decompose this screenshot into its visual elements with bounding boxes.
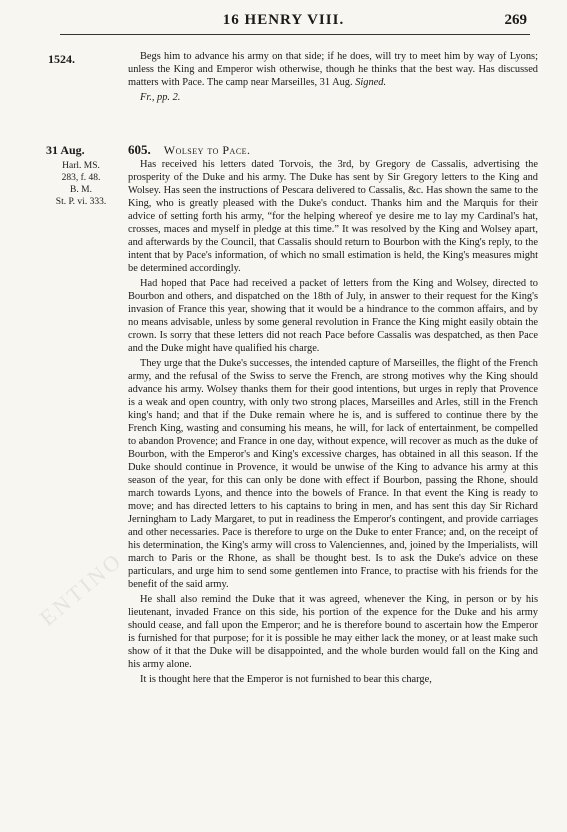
entry-body bbox=[128, 158, 538, 688]
body-paragraph: It is thought here that the Emperor is not furnished to bear this charge, bbox=[140, 674, 432, 685]
source-note: Fr., pp. 2. bbox=[140, 92, 181, 103]
header-rule bbox=[60, 34, 530, 35]
reference-line: 283, f. 48. bbox=[61, 173, 101, 183]
continuation-paragraph bbox=[128, 50, 538, 89]
continuation-text: Begs him to advance his army on that side; if he does, will try to meet him by way of Lyons; unless the King and Emperor wish otherwise, though he thinks that the best way. Has discussed matters with Pace. The camp near Marseilles, 31 Aug. bbox=[128, 51, 538, 88]
entry-date: 31 Aug. bbox=[46, 143, 85, 157]
watermark-text: ENTINO bbox=[34, 547, 128, 631]
signed-note: Signed. bbox=[355, 77, 387, 88]
running-title: 16 HENRY VIII. bbox=[222, 12, 345, 28]
running-head bbox=[0, 12, 567, 34]
entry-references bbox=[38, 160, 124, 208]
body-paragraph: They urge that the Duke's successes, the intended capture of Marseilles, the flight of the French army, and the refusal of the Swiss to serve the French, are strong motives why the King should advance his army. Wolsey thanks them for their good intentions, but urges in reply that Provence is a weak and open country, with only two strong places, Marseilles and Arles, still in the French king's hand; and that if the Duke remain where he is, and is suffered to continue there by the French King, wasting and consuming his means, he will, for lack of entertainment, be compelled to abandon Provence; and France in one day, without expence, will recover as much as the duke of Bourbon, with the Emperor's and King's excessive charges, has obtained in all this season. If the Duke should continue in Provence, it would be unwise of the King to advance his army at this season of the year, for this can only be done with effect if Bourbon, passing the Rhone, should march towards Lyons, and thence into the bowels of France. In that event the King is ready to move; and has directed letters to his captains to bring in men, and has sent this day Sir Richard Jerningham to Lady Margaret, to put in readiness the Emperor's contingent, and provide carriages and other necessaries. Pace is therefore to urge on the Duke to enter France; and, on the receipt of his determination, the King's army will cross to Valenciennes, and, joined by the Imperialists, will march to Paris or the Rhone, as shall be thought best. Is to ask the Duke's advice on these particulars, and urge him to send some gentlemen into France, to practise with his friends for the benefit of the said army. bbox=[128, 358, 538, 590]
top-section bbox=[128, 50, 538, 106]
margin-year: 1524. bbox=[48, 52, 75, 66]
reference-line: B. M. bbox=[70, 185, 92, 195]
entry-heading bbox=[128, 142, 251, 158]
library-watermark-stamp bbox=[12, 520, 152, 660]
body-paragraph: He shall also remind the Duke that it was agreed, whenever the King, in person or by his lieutenant, invaded France on this side, his portion of the expence for the Duke and his army should cease, and fall upon the Emperor; and he is therefore bound to ascertain how the Emperor is furnished for that purpose; for it is possible he may either lack the money, or at least make such show of it that the Duke will be disappointed, and the whole burden would fall on the King and his army alone. bbox=[128, 594, 538, 670]
body-paragraph: Had hoped that Pace had received a packet of letters from the King and Wolsey, directed to Bourbon and others, and dispatched on the 18th of July, in answer to their request for the King's invasion of France this year, showing that it would be a hindrance to the common affairs, and by no means advisable, unless by some general revolution in France the King might easily obtain the crown. Is sorry that these letters did not reach Pace before Cassalis was despatched, as then Pace and the Duke might have qualified his charge. bbox=[128, 278, 538, 354]
body-paragraph: Has received his letters dated Torvois, the 3rd, by Gregory de Cassalis, advertising the prosperity of the Duke and his army. The Duke has sent by Sir Gregory letters to the King and Wolsey. Has seen the instructions of Pescara delivered to Cassalis, &c. Has shown the same to the King, who is greatly pleased with the Duke's conduct. Thanks him and the Marquis for their advice of setting forth his army, “for the helping whereof ye desire me to lay my Cardinal's hat, crosses, maces and myself in pledge at this time.” It was resolved by the King and Wolsey apart, and afterwards by the Council, that Cassalis should return to Bourbon with the King's reply, to the intent that by Pace's information, of which no small estimation is held, the King's measures might be determined accordingly. bbox=[128, 159, 538, 274]
entry-number: 605. bbox=[128, 142, 151, 157]
reference-line: Harl. MS. bbox=[62, 161, 100, 171]
entry-title: Wolsey to Pace. bbox=[163, 143, 251, 157]
page-number: 269 bbox=[504, 12, 527, 28]
reference-line: St. P. vi. 333. bbox=[55, 197, 107, 207]
